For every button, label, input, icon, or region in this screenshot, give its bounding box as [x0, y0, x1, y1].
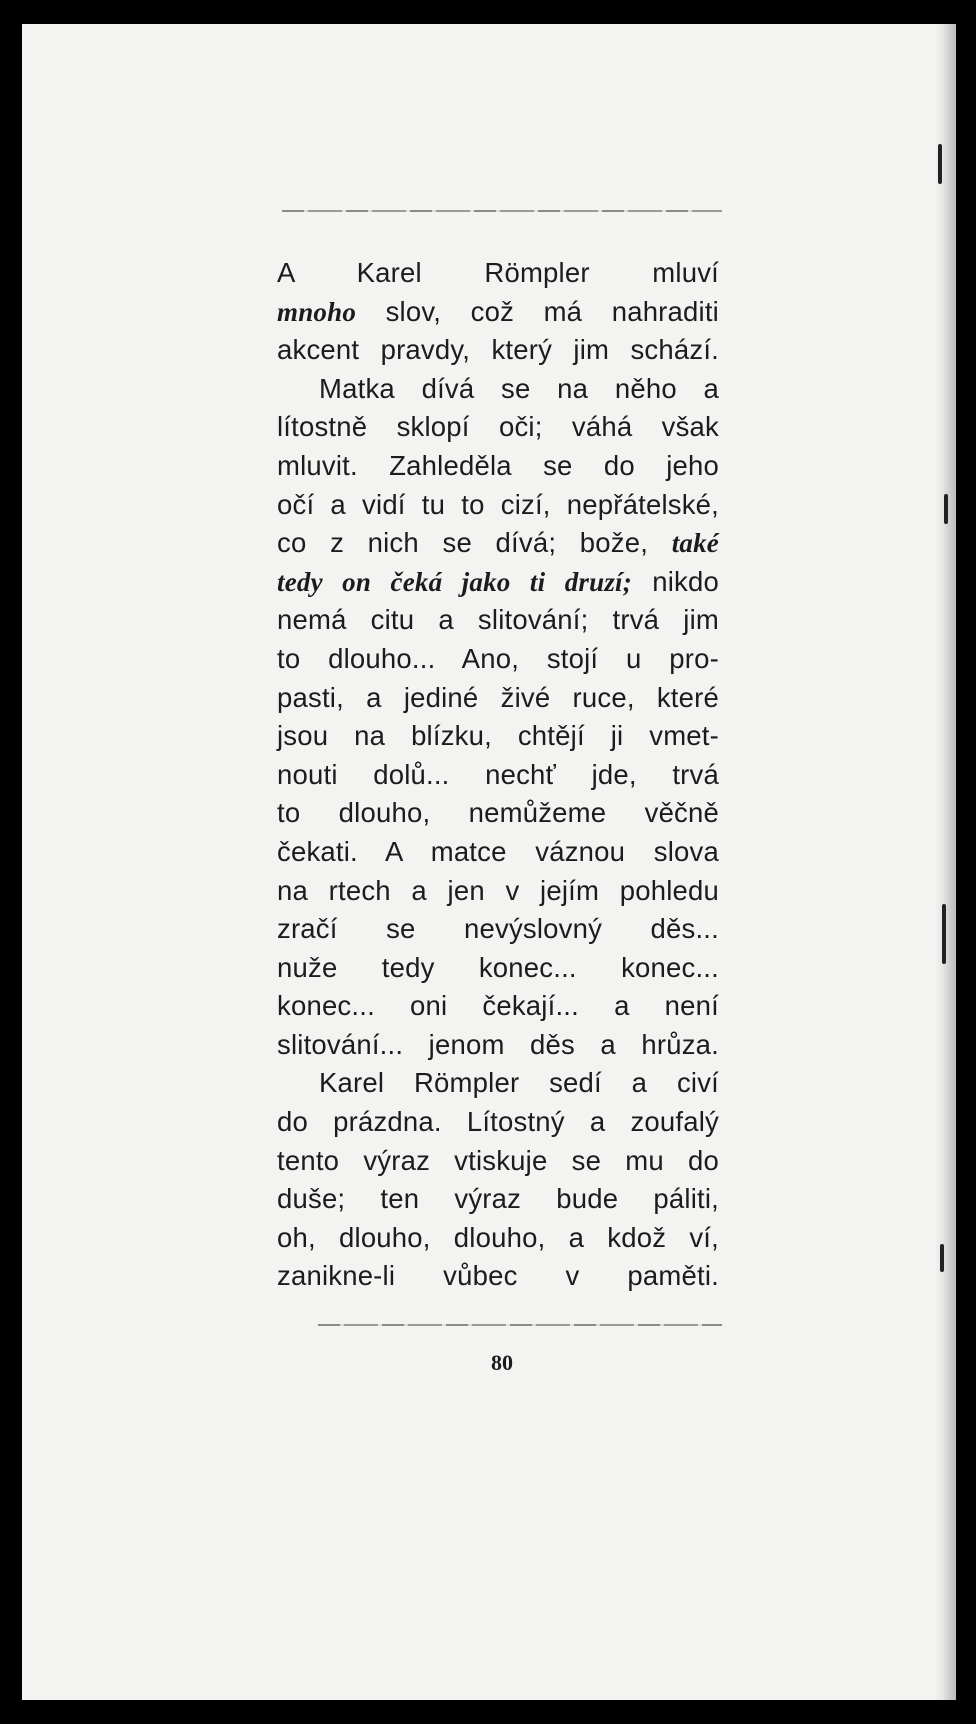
text-line — [277, 1064, 719, 1103]
text-segment: duše; ten výraz bude páliti, — [277, 1183, 719, 1215]
text-line — [277, 1219, 719, 1258]
emphasized-text: tedy on čeká jako ti druzí; — [277, 566, 632, 597]
text-line — [277, 331, 719, 370]
text-segment: nemá citu a slitování; trvá jim — [277, 604, 719, 636]
text-segment: nuže tedy konec... konec... — [277, 951, 719, 983]
text-segment: jsou na blízku, chtějí ji vmet- — [277, 720, 719, 752]
text-segment: lítostně sklopí oči; váhá však — [277, 411, 719, 443]
text-line — [277, 408, 719, 447]
text-line — [277, 370, 719, 409]
text-segment: mluvit. Zahleděla se do jeho — [277, 449, 719, 481]
text-segment: to dlouho... Ano, stojí u pro- — [277, 642, 719, 674]
text-line — [277, 1103, 719, 1142]
text-line — [277, 910, 719, 949]
text-line — [277, 1026, 719, 1065]
text-line — [277, 679, 719, 718]
page-edge-shadow — [934, 24, 956, 1700]
text-segment: čekati. A matce váznou slova — [277, 835, 719, 867]
text-line — [277, 293, 719, 332]
text-segment: konec... oni čekají... a není — [277, 990, 719, 1022]
text-segment: pasti, a jediné živé ruce, které — [277, 681, 719, 713]
top-rule — [282, 210, 722, 212]
text-line — [277, 833, 719, 872]
text-segment: co z nich se dívá; bože, — [277, 527, 672, 559]
text-segment: zanikne-li vůbec v paměti. — [277, 1260, 719, 1292]
text-line — [277, 717, 719, 756]
bottom-rule — [318, 1324, 722, 1326]
text-line — [277, 1257, 719, 1296]
text-segment: akcent pravdy, který jim schází. — [277, 334, 719, 366]
text-segment: tento výraz vtiskuje se mu do — [277, 1144, 719, 1176]
text-segment: nouti dolů... nechť jde, trvá — [277, 758, 719, 790]
text-line — [277, 524, 719, 563]
emphasized-text: také — [671, 528, 719, 559]
text-segment: to dlouho, nemůžeme věčně — [277, 797, 719, 829]
book-page — [22, 24, 956, 1700]
text-segment: do prázdna. Lítostný a zoufalý — [277, 1106, 719, 1138]
text-segment: A Karel Römpler mluví — [277, 257, 719, 288]
edge-mark — [940, 1244, 944, 1272]
text-line — [277, 447, 719, 486]
edge-mark — [944, 494, 948, 524]
emphasized-text: mnoho — [277, 296, 357, 327]
text-segment: slov, což má nahraditi — [356, 295, 719, 327]
text-line — [277, 987, 719, 1026]
text-segment: zračí se nevýslovný děs... — [277, 913, 719, 945]
text-segment: Karel Römpler sedí a civí — [319, 1067, 719, 1099]
text-line — [277, 949, 719, 988]
body-text — [277, 254, 719, 1296]
text-segment: Matka dívá se na něho a — [319, 372, 719, 404]
text-segment: nikdo — [631, 565, 719, 597]
text-segment: oh, dlouho, dlouho, a kdož ví, — [277, 1221, 719, 1253]
text-line — [277, 1142, 719, 1181]
text-line — [277, 601, 719, 640]
text-line — [277, 1180, 719, 1219]
text-segment: slitování... jenom děs a hrůza. — [277, 1028, 719, 1060]
text-line — [277, 872, 719, 911]
edge-mark — [938, 144, 942, 184]
text-segment: na rtech a jen v jejím pohledu — [277, 874, 719, 906]
text-segment: očí a vidí tu to cizí, nepřátelské, — [277, 488, 719, 520]
text-line — [277, 563, 719, 602]
text-line — [277, 756, 719, 795]
page-number: 80 — [491, 1350, 513, 1375]
text-line — [277, 254, 719, 293]
text-line — [277, 486, 719, 525]
text-line — [277, 640, 719, 679]
text-line — [277, 794, 719, 833]
edge-mark — [942, 904, 946, 964]
